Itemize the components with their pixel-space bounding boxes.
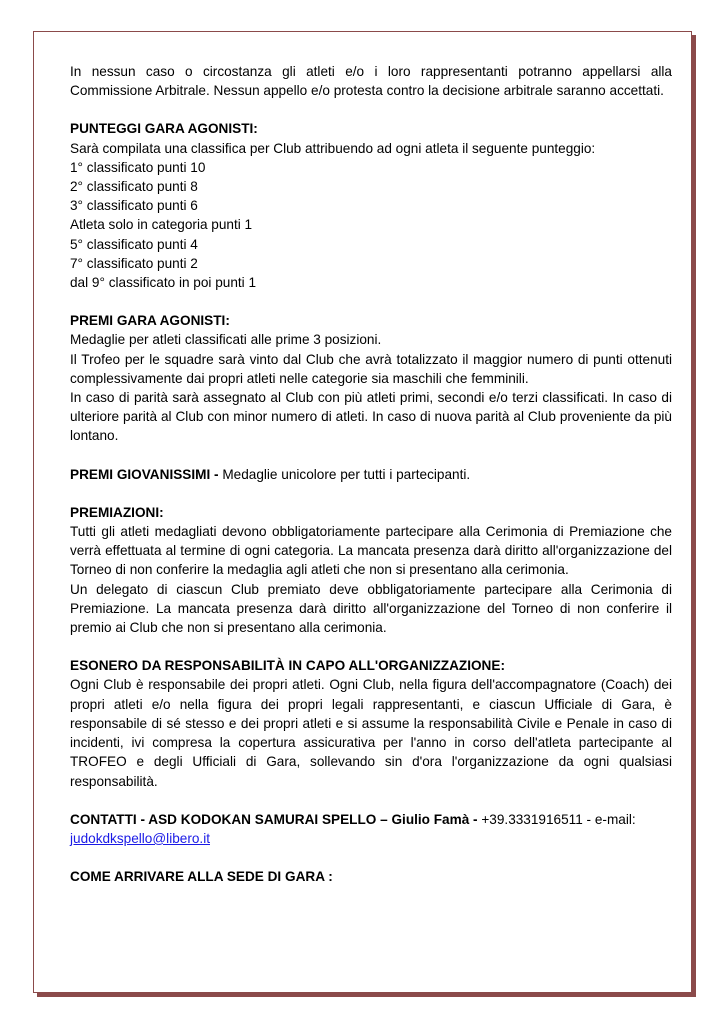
premi-giovanissimi-heading: PREMI GIOVANISSIMI - <box>70 466 219 482</box>
contatti-paragraph <box>70 810 672 829</box>
punteggi-line: 5° classificato punti 4 <box>70 236 198 252</box>
premiazioni-heading: PREMIAZIONI: <box>70 504 164 520</box>
premiazioni-paragraph: Un delegato di ciascun Club premiato deve obbligatoriamente partecipare alla Cerimonia di Premiazione. La mancata presenza darà diritto all'organizzazione del Torneo di non conferire il premio ai Club che non si presentano alla cerimonia. <box>70 581 672 636</box>
punteggi-line: 1° classificato punti 10 <box>70 159 206 175</box>
punteggi-line: 7° classificato punti 2 <box>70 255 198 271</box>
premi-giovanissimi-text: Medaglie unicolore per tutti i partecipanti. <box>218 466 471 482</box>
premiazioni-paragraph: Tutti gli atleti medagliati devono obbligatoriamente partecipare alla Cerimonia di Premiazione che verrà effettuata al termine di ogni categoria. La mancata presenza darà diritto all'organizzazione del Torneo di non conferire la medaglia agli atleti che non si presentano alla cerimonia. <box>70 524 672 578</box>
premi-agonisti-heading: PREMI GARA AGONISTI: <box>70 313 230 329</box>
contatti-phone: +39.3331916511 - e-mail: <box>477 811 636 827</box>
esonero-paragraph: Ogni Club è responsabile dei propri atleti. Ogni Club, nella figura dell'accompagnatore (Coach) dei propri atleti e/o nella figura dei propri legali rappresentanti, e ciascun Ufficiale di Gara, è responsabile di sé stesso e dei propri atleti e si assume la responsabilità Civile e Penale in caso di incidenti, ivi compresa la copertura assicurativa per l'anno in corso dell'atleta partecipante al TROFEO e degli Ufficiali di Gara, sollevando sin d'ora l'organizzazione da ogni qualsiasi responsabilità. <box>70 677 672 789</box>
premi-agonisti-paragraph: Medaglie per atleti classificati alle prime 3 posizioni. <box>70 332 382 348</box>
punteggi-line: 2° classificato punti 8 <box>70 179 198 195</box>
premi-agonisti-paragraph: Il Trofeo per le squadre sarà vinto dal Club che avrà totalizzato il maggior numero di punti ottenuti complessivamente dai propri atleti nelle categorie sia maschili che femminili. <box>70 351 672 386</box>
punteggi-line: dal 9° classificato in poi punti 1 <box>70 275 257 291</box>
punteggi-line: Atleta solo in categoria punti 1 <box>70 217 253 233</box>
premi-agonisti-paragraph: In caso di parità sarà assegnato al Club con più atleti primi, secondi e/o terzi classificati. In caso di ulteriore parità al Club con minor numero di atleti. In caso di nuova parità al Club proveniente da più lontano. <box>70 390 672 444</box>
esonero-heading: ESONERO DA RESPONSABILITÀ IN CAPO ALL'ORGANIZZAZIONE: <box>70 658 505 674</box>
page-shadow-right <box>692 35 696 997</box>
punteggi-line: 3° classificato punti 6 <box>70 198 198 214</box>
come-arrivare-heading: COME ARRIVARE ALLA SEDE DI GARA : <box>70 869 333 885</box>
page-shadow-bottom <box>37 993 696 997</box>
document-body <box>70 62 672 886</box>
punteggi-heading: PUNTEGGI GARA AGONISTI: <box>70 121 258 137</box>
premi-giovanissimi-paragraph <box>70 465 672 484</box>
intro-paragraph: In nessun caso o circostanza gli atleti e/o i loro rappresentanti potranno appellarsi alla Commissione Arbitrale. Nessun appello e/o protesta contro la decisione arbitrale saranno accettati. <box>70 64 672 99</box>
contatti-email-link[interactable]: judokdkspello@libero.it <box>70 830 210 846</box>
contatti-heading: CONTATTI - ASD KODOKAN SAMURAI SPELLO – Giulio Famà - <box>70 811 478 827</box>
punteggi-intro: Sarà compilata una classifica per Club attribuendo ad ogni atleta il seguente punteggio: <box>70 140 596 156</box>
